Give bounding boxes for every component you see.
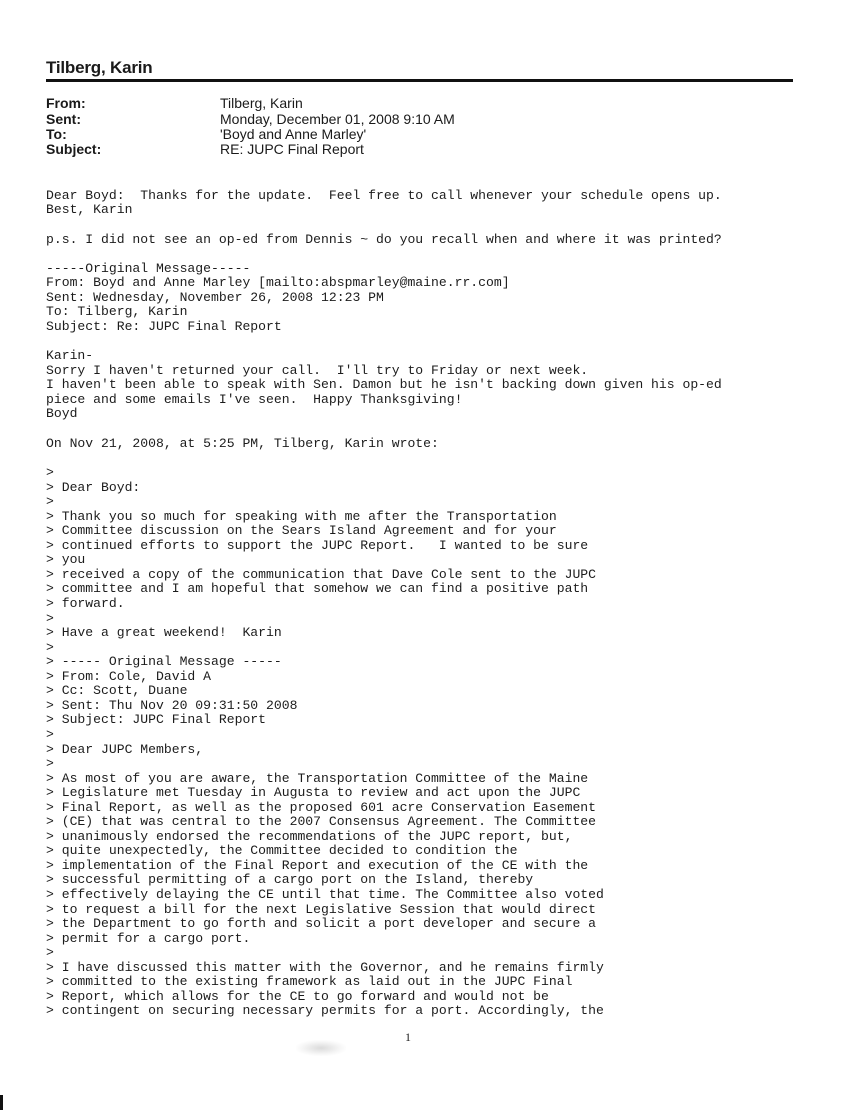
quoted-line: > bbox=[46, 465, 54, 480]
quoted-line: > committed to the existing framework as laid out in the JUPC Final bbox=[46, 974, 573, 990]
quoted-line: > contingent on securing necessary permits for a port. Accordingly, the bbox=[46, 1003, 604, 1019]
from-value: Tilberg, Karin bbox=[220, 95, 303, 111]
quoted-line: > Thank you so much for speaking with me after the Transportation bbox=[46, 508, 557, 524]
quoted-line: > I have discussed this matter with the Governor, and he remains firmly bbox=[46, 959, 604, 975]
quoted-line: > From: Cole, David A bbox=[46, 668, 212, 684]
original-sent-line: Sent: Wednesday, November 26, 2008 12:23 PM bbox=[46, 290, 384, 305]
quoted-line: > Legislature met Tuesday in Augusta to review and act upon the JUPC bbox=[46, 785, 581, 801]
quoted-line: > ----- Original Message ----- bbox=[46, 654, 282, 670]
boyd-line: piece and some emails I've seen. Happy Thanksgiving! bbox=[46, 392, 463, 407]
sender-name-heading: Tilberg, Karin bbox=[46, 58, 153, 77]
from-label: From: bbox=[46, 95, 86, 111]
quoted-line: > bbox=[46, 945, 54, 961]
quoted-line: > bbox=[46, 639, 54, 655]
quoted-line: > successful permitting of a cargo port on the Island, thereby bbox=[46, 872, 534, 888]
quoted-line: > Committee discussion on the Sears Island Agreement and for your bbox=[46, 523, 557, 539]
reply-line: Dear Boyd: Thanks for the update. Feel free to call whenever your schedule opens up. bbox=[46, 188, 722, 203]
subject-value: RE: JUPC Final Report bbox=[220, 141, 364, 157]
quoted-line: > Sent: Thu Nov 20 09:31:50 2008 bbox=[46, 697, 298, 713]
wrote-attribution-line: On Nov 21, 2008, at 5:25 PM, Tilberg, Karin wrote: bbox=[46, 436, 439, 451]
quoted-line: > bbox=[46, 494, 54, 510]
sent-value: Monday, December 01, 2008 9:10 AM bbox=[220, 111, 455, 127]
quoted-line: > received a copy of the communication that Dave Cole sent to the JUPC bbox=[46, 566, 597, 582]
to-value: 'Boyd and Anne Marley' bbox=[220, 126, 367, 142]
quoted-line: > continued efforts to support the JUPC Report. I wanted to be sure bbox=[46, 537, 589, 553]
boyd-line: I haven't been able to speak with Sen. Damon but he isn't backing down given his op-ed bbox=[46, 377, 722, 392]
quoted-line: > bbox=[46, 610, 54, 626]
quoted-line: > forward. bbox=[46, 596, 125, 611]
quoted-line: > the Department to go forth and solicit a port developer and secure a bbox=[46, 916, 597, 931]
quoted-line: > Have a great weekend! Karin bbox=[46, 625, 282, 640]
to-label: To: bbox=[46, 126, 67, 142]
reply-postscript: p.s. I did not see an op-ed from Dennis ~ do you recall when and where it was printed? bbox=[46, 232, 722, 247]
quoted-line: > As most of you are aware, the Transportation Committee of the Maine bbox=[46, 770, 589, 786]
scan-edge-mark bbox=[0, 1095, 3, 1110]
scan-smudge bbox=[296, 1040, 346, 1056]
quoted-line: > Cc: Scott, Duane bbox=[46, 683, 188, 699]
quoted-line: > Final Report, as well as the proposed 601 acre Conservation Easement bbox=[46, 799, 597, 815]
page-number: 1 bbox=[405, 1030, 411, 1044]
quoted-line: > bbox=[46, 756, 54, 771]
original-from-line: From: Boyd and Anne Marley [mailto:abspmarley@maine.rr.com] bbox=[46, 275, 510, 290]
quoted-line: > (CE) that was central to the 2007 Consensus Agreement. The Committee bbox=[46, 814, 597, 830]
boyd-line: Boyd bbox=[46, 406, 78, 421]
quoted-line: > effectively delaying the CE until that time. The Committee also voted bbox=[46, 887, 604, 902]
quoted-line: > committee and I am hopeful that somehow we can find a positive path bbox=[46, 581, 589, 597]
sent-label: Sent: bbox=[46, 111, 81, 127]
quoted-line: > bbox=[46, 726, 54, 742]
original-subject-line: Subject: Re: JUPC Final Report bbox=[46, 319, 282, 334]
quoted-line: > Dear JUPC Members, bbox=[46, 741, 204, 757]
original-message-separator: -----Original Message----- bbox=[46, 261, 251, 276]
reply-signoff: Best, Karin bbox=[46, 202, 133, 217]
quoted-line: > unanimously endorsed the recommendations of the JUPC report, but, bbox=[46, 828, 573, 844]
original-to-line: To: Tilberg, Karin bbox=[46, 304, 188, 319]
quoted-line: > permit for a cargo port. bbox=[46, 930, 251, 946]
quoted-line: > implementation of the Final Report and execution of the CE with the bbox=[46, 857, 589, 873]
quoted-line: > Dear Boyd: bbox=[46, 479, 141, 495]
boyd-line: Sorry I haven't returned your call. I'll try to Friday or next week. bbox=[46, 363, 589, 378]
quoted-line: > to request a bill for the next Legislative Session that would direct bbox=[46, 901, 597, 917]
boyd-line: Karin- bbox=[46, 348, 94, 363]
header-rule bbox=[46, 79, 793, 82]
quoted-line: > Subject: JUPC Final Report bbox=[46, 712, 267, 728]
quoted-line: > Report, which allows for the CE to go forward and would not be bbox=[46, 988, 549, 1004]
quoted-line: > quite unexpectedly, the Committee decided to condition the bbox=[46, 843, 518, 859]
quoted-line: > you bbox=[46, 552, 86, 568]
subject-label: Subject: bbox=[46, 141, 102, 157]
